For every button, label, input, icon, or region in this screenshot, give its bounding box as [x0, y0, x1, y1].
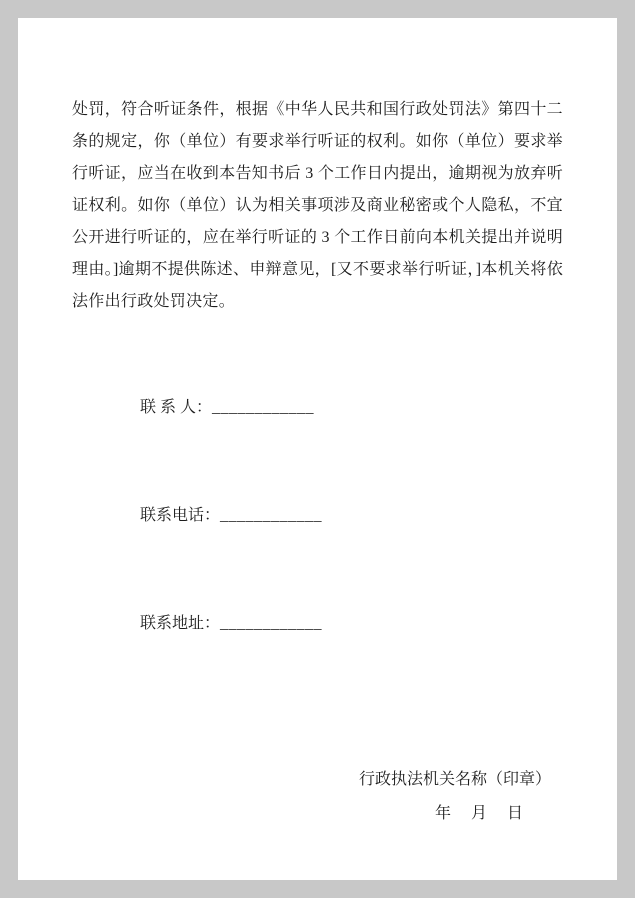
document-content: [18, 18, 617, 832]
contact-phone-label: 联系电话：: [140, 507, 221, 524]
contact-phone-blank: ____________: [220, 507, 323, 524]
contact-address-blank: ____________: [220, 615, 323, 632]
contact-person-line: [108, 354, 563, 462]
agency-name: 行政执法机关名称（印章）: [358, 771, 551, 788]
contact-block: [72, 354, 563, 678]
contact-phone-line: [108, 462, 563, 570]
contact-address-label: 联系地址：: [140, 615, 221, 632]
body-paragraph: 处罚，符合听证条件，根据《中华人民共和国行政处罚法》第四十二条的规定，你（单位）有要求举行听证的权利。如你（单位）要求举行听证，应当在收到本告知书后 3 个工作日内提出，逾期视为放弃听证权利。如你（单位）认为相关事项涉及商业秘密或个人隐私，不宜公开进行听证的，应在举行听证的 3 个工作日前向本机关提出并说明理由。]逾期不提供陈述、申辩意见，[又不要求举行听证，]本机关将依法作出行政处罚决定。: [72, 101, 563, 310]
signature-date: 年 月 日: [434, 805, 523, 822]
contact-address-line: [108, 570, 563, 678]
document-page: [18, 18, 617, 880]
contact-person-blank: ____________: [212, 399, 315, 416]
signature-block: [72, 764, 563, 832]
contact-person-label: 联 系 人：: [140, 399, 213, 416]
